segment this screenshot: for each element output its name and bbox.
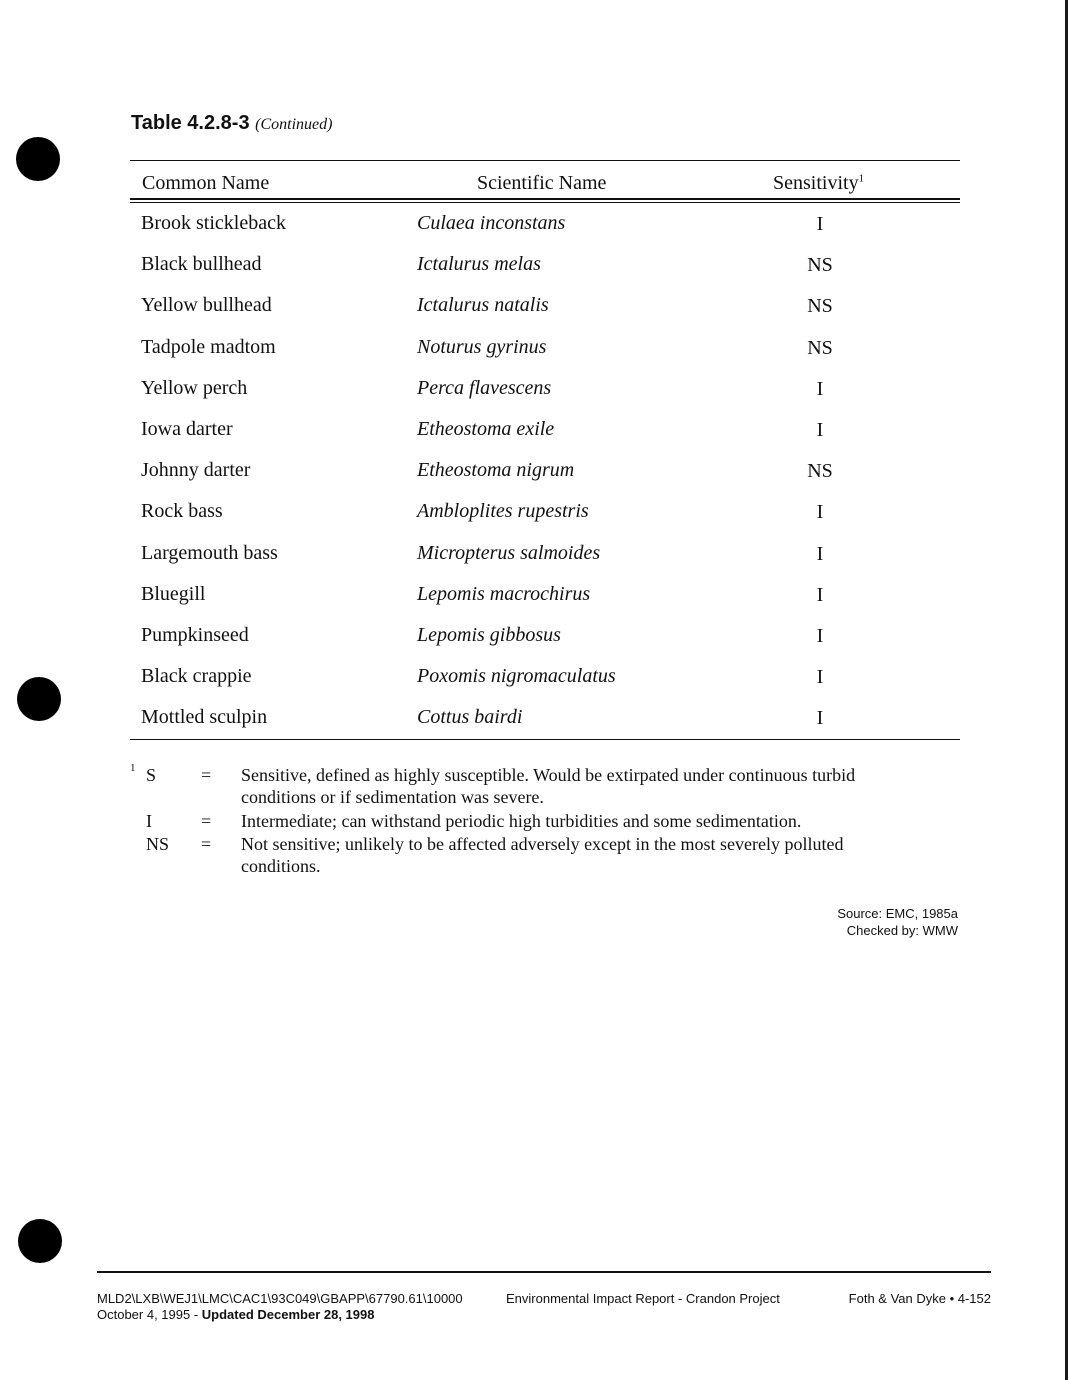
common-name-cell: Tadpole madtom	[141, 336, 276, 358]
footnote-definition: Intermediate; can withstand periodic high turbidities and some sedimentation.	[241, 811, 802, 831]
footnote-marker: 1	[130, 762, 136, 774]
scientific-name-cell: Perca flavescens	[417, 377, 552, 399]
table-row	[0, 418, 1068, 448]
table-row	[0, 377, 1068, 407]
sensitivity-cell: I	[816, 213, 824, 235]
common-name-cell: Black bullhead	[141, 253, 262, 275]
scientific-name-cell: Ictalurus natalis	[417, 294, 549, 316]
footnote-definition	[241, 833, 931, 877]
table-row	[0, 212, 1068, 242]
sensitivity-cell: I	[816, 707, 824, 729]
table-row	[0, 500, 1068, 530]
header-sensitivity	[773, 172, 864, 195]
table-title	[131, 112, 332, 135]
header-double-rule	[130, 202, 960, 203]
sensitivity-cell: I	[816, 543, 824, 565]
header-sensitivity-label: Sensitivity	[773, 172, 859, 194]
scientific-name-cell: Ictalurus melas	[417, 253, 541, 275]
footnote-equals: =	[201, 834, 212, 854]
scientific-name-cell: Cottus bairdi	[417, 706, 523, 728]
sensitivity-cell: I	[816, 378, 824, 400]
sensitivity-cell: I	[816, 666, 824, 688]
table-row	[0, 542, 1068, 572]
footnote-definition	[241, 764, 931, 808]
sensitivity-cell: NS	[807, 295, 833, 317]
common-name-cell: Rock bass	[141, 500, 223, 522]
sensitivity-cell: NS	[807, 337, 833, 359]
scientific-name-cell: Culaea inconstans	[417, 212, 566, 234]
common-name-cell: Pumpkinseed	[141, 624, 249, 646]
header-double-rule	[130, 198, 960, 200]
scientific-name-cell: Ambloplites rupestris	[417, 500, 589, 522]
footer-rule	[97, 1271, 991, 1273]
footer-page-number: Foth & Van Dyke • 4-152	[848, 1291, 991, 1306]
table-row	[0, 665, 1068, 695]
common-name-cell: Black crappie	[141, 665, 252, 687]
footer-date-updated: Updated December 28, 1998	[201, 1307, 375, 1322]
footnote-equals: =	[201, 811, 212, 831]
footnote-definition-line: conditions or if sedimentation was severe.	[241, 787, 544, 807]
checked-by-line: Checked by: WMW	[846, 923, 958, 938]
table-top-rule	[130, 160, 960, 161]
sensitivity-cell: I	[816, 584, 824, 606]
common-name-cell: Iowa darter	[141, 418, 233, 440]
punch-hole	[18, 1219, 62, 1263]
common-name-cell: Bluegill	[141, 583, 206, 605]
sensitivity-cell: NS	[807, 460, 833, 482]
footnote-definition-line: Sensitive, defined as highly susceptible. Would be extirpated under continuous turbid	[241, 765, 856, 785]
footnote-item	[0, 764, 1068, 814]
sensitivity-cell: I	[816, 625, 824, 647]
scientific-name-cell: Lepomis gibbosus	[417, 624, 561, 646]
common-name-cell: Yellow perch	[141, 377, 248, 399]
table-number: Table 4.2.8-3	[131, 112, 250, 134]
scientific-name-cell: Noturus gyrinus	[417, 336, 547, 358]
footer-path: MLD2\LXB\WEJ1\LMC\CAC1\93C049\GBAPP\67790.61\10000	[97, 1291, 463, 1306]
scientific-name-cell: Etheostoma nigrum	[417, 459, 575, 481]
footnote-definition-line: conditions.	[241, 856, 321, 876]
table-row	[0, 459, 1068, 489]
source-note	[837, 905, 958, 939]
footnote-code: NS	[146, 834, 170, 854]
table-row	[0, 294, 1068, 324]
footnote-item	[0, 833, 1068, 883]
footnote-equals: =	[201, 765, 212, 785]
header-common-name: Common Name	[142, 172, 270, 194]
footnote-code: I	[146, 811, 152, 831]
scientific-name-cell: Micropterus salmoides	[417, 542, 601, 564]
footer-date-original: October 4, 1995 -	[97, 1307, 202, 1322]
punch-hole	[16, 137, 60, 181]
common-name-cell: Largemouth bass	[141, 542, 278, 564]
common-name-cell: Brook stickleback	[141, 212, 286, 234]
footer-date	[97, 1307, 463, 1323]
footnote-item	[0, 810, 1068, 834]
footer-report-title: Environmental Impact Report - Crandon Project	[506, 1291, 780, 1306]
header-footnote-marker: 1	[858, 172, 865, 185]
common-name-cell: Yellow bullhead	[141, 294, 272, 316]
sensitivity-cell: NS	[807, 254, 833, 276]
table-row	[0, 253, 1068, 283]
table-row	[0, 706, 1068, 736]
footer-left	[97, 1291, 463, 1323]
scientific-name-cell: Lepomis macrochirus	[417, 583, 591, 605]
scientific-name-cell: Poxomis nigromaculatus	[417, 665, 616, 687]
table-continued-note: (Continued)	[255, 116, 333, 133]
table-row	[0, 624, 1068, 654]
table-row	[0, 583, 1068, 613]
table-row	[0, 336, 1068, 366]
scientific-name-cell: Etheostoma exile	[417, 418, 555, 440]
footnote-definition-line: Not sensitive; unlikely to be affected adversely except in the most severely polluted	[241, 834, 844, 854]
common-name-cell: Johnny darter	[141, 459, 251, 481]
sensitivity-cell: I	[816, 419, 824, 441]
table-bottom-rule	[130, 739, 960, 740]
sensitivity-cell: I	[816, 501, 824, 523]
header-scientific-name: Scientific Name	[477, 172, 607, 194]
footnote-code: S	[146, 765, 157, 785]
source-line: Source: EMC, 1985a	[837, 906, 958, 921]
common-name-cell: Mottled sculpin	[141, 706, 268, 728]
